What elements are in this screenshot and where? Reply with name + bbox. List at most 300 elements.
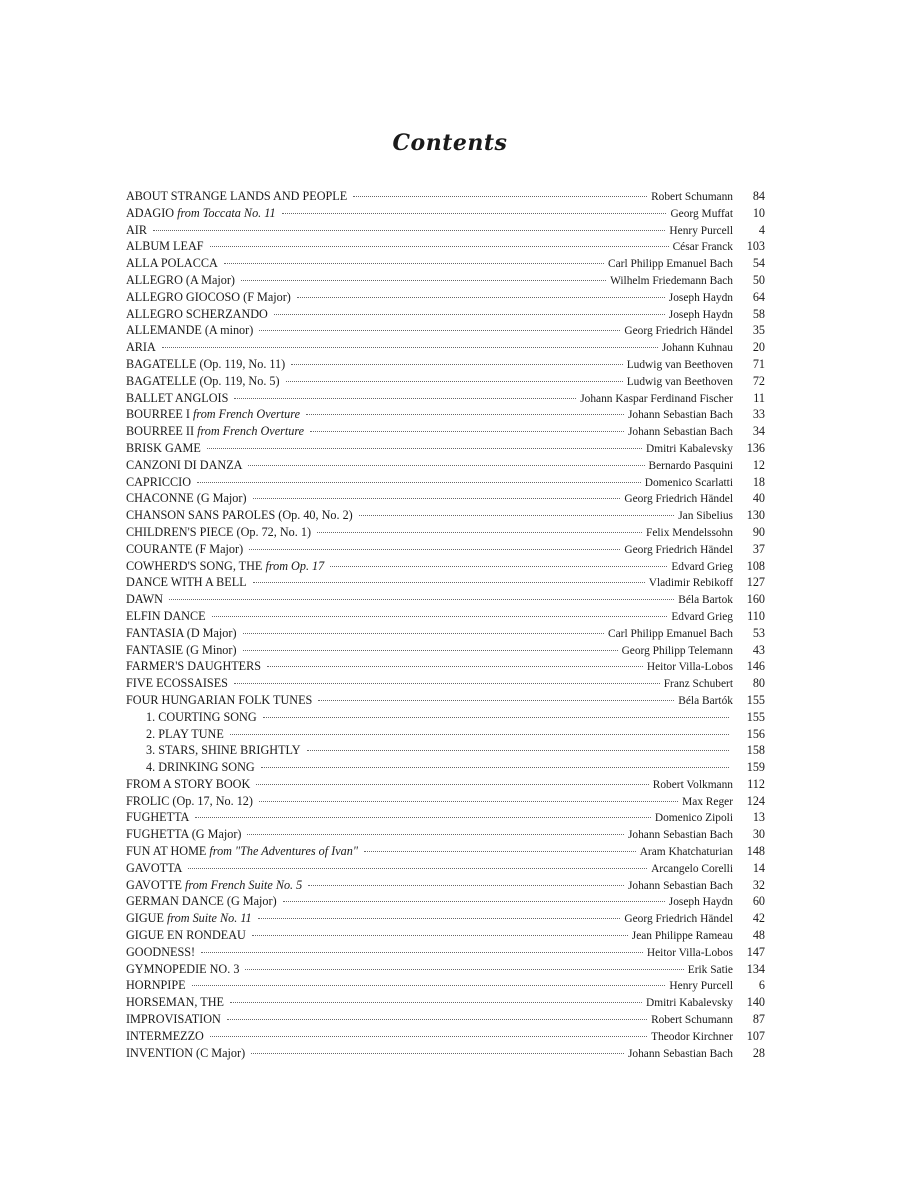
entry-title	[126, 222, 147, 239]
toc-entry	[126, 860, 765, 877]
entry-source: from "The Adventures of Ivan"	[209, 844, 358, 859]
dot-leader	[230, 1002, 642, 1003]
entry-composer: Aram Khatchaturian	[639, 846, 733, 859]
entry-title	[126, 524, 311, 541]
toc-entry	[126, 658, 765, 675]
toc-entry	[126, 944, 765, 961]
entry-composer: Joseph Haydn	[668, 291, 733, 304]
entry-composer: Johann Kaspar Ferdinand Fischer	[580, 392, 733, 405]
entry-title	[126, 440, 201, 457]
entry-title-text: IMPROVISATION	[126, 1012, 221, 1027]
entry-page-number: 155	[746, 709, 765, 724]
entry-page-number: 34	[752, 424, 765, 439]
entry-composer: Georg Friedrich Händel	[624, 325, 733, 338]
entry-title-text: BOURREE I	[126, 407, 194, 422]
dot-leader	[256, 784, 648, 785]
dot-leader	[317, 532, 642, 533]
dot-leader	[188, 868, 647, 869]
dot-leader	[253, 498, 621, 499]
entry-title-text: CHILDREN'S PIECE (Op. 72, No. 1)	[126, 524, 312, 539]
entry-composer: Domenico Zipoli	[654, 812, 733, 825]
entry-title-text: 2. PLAY TUNE	[146, 726, 224, 741]
entry-page-number: 20	[752, 340, 765, 355]
dot-leader	[241, 280, 606, 281]
entry-title-text: INTERMEZZO	[126, 1028, 204, 1043]
entry-title	[126, 977, 186, 994]
toc-entry	[126, 675, 765, 692]
entry-title-text: GOODNESS!	[126, 944, 196, 959]
entry-title-text: GAVOTTA	[126, 860, 183, 875]
dot-leader	[247, 834, 624, 835]
entry-composer: Heitor Villa-Lobos	[646, 661, 733, 674]
entry-page-number: 158	[746, 743, 765, 758]
entry-composer: Georg Friedrich Händel	[624, 543, 733, 556]
dot-leader	[310, 431, 624, 432]
entry-page-number: 40	[752, 491, 765, 506]
entry-composer: Wilhelm Friedemann Bach	[610, 274, 733, 287]
toc-entry	[126, 406, 765, 423]
entry-page-number: 80	[752, 676, 765, 691]
entry-title	[126, 423, 304, 440]
entry-composer: Edvard Grieg	[671, 560, 733, 573]
toc-subentry	[126, 742, 765, 759]
dot-leader	[197, 482, 641, 483]
entry-title	[126, 373, 280, 390]
entry-page-number: 140	[746, 995, 765, 1010]
entry-page-number: 107	[746, 1028, 765, 1043]
entry-title	[126, 675, 228, 692]
dot-leader	[282, 213, 667, 214]
entry-source: from Suite No. 11	[166, 911, 252, 926]
toc-entry	[126, 977, 765, 994]
entry-title	[126, 944, 195, 961]
entry-page-number: 43	[752, 642, 765, 657]
dot-leader	[234, 398, 576, 399]
entry-composer: Arcangelo Corelli	[651, 862, 733, 875]
entry-title-text: 4. DRINKING SONG	[146, 760, 255, 775]
toc-entry	[126, 541, 765, 558]
dot-leader	[307, 750, 729, 751]
entry-title-text: FANTASIA (D Major)	[126, 625, 237, 640]
entry-page-number: 84	[752, 189, 765, 203]
dot-leader	[162, 347, 658, 348]
entry-page-number: 50	[752, 272, 765, 287]
entry-composer: Dmitri Kabalevsky	[646, 442, 733, 455]
entry-composer: Theodor Kirchner	[651, 1030, 733, 1043]
entry-title-text: GIGUE EN RONDEAU	[126, 928, 246, 943]
dot-leader	[243, 633, 605, 634]
entry-title-text: FROLIC (Op. 17, No. 12)	[126, 793, 253, 808]
entry-composer: Johann Sebastian Bach	[627, 829, 733, 842]
toc-entry	[126, 339, 765, 356]
entry-page-number: 6	[758, 978, 765, 993]
entry-title	[126, 860, 182, 877]
dot-leader	[364, 851, 636, 852]
entry-composer: Erik Satie	[687, 963, 733, 976]
entry-title	[126, 826, 241, 843]
entry-page-number: 127	[746, 575, 765, 590]
entry-page-number: 58	[752, 306, 765, 321]
entry-composer: Edvard Grieg	[671, 610, 733, 623]
toc-entry	[126, 1028, 765, 1045]
dot-leader	[169, 599, 674, 600]
entry-title	[126, 893, 277, 910]
toc-entry	[126, 994, 765, 1011]
entry-composer: Bernardo Pasquini	[648, 459, 733, 472]
entry-composer: Béla Bartok	[678, 594, 733, 607]
entry-title	[126, 205, 276, 222]
entry-title-text: BALLET ANGLOIS	[126, 390, 229, 405]
entry-title	[126, 322, 253, 339]
entry-composer: Joseph Haydn	[668, 308, 733, 321]
entry-page-number: 42	[752, 911, 765, 926]
entry-composer: Johann Sebastian Bach	[627, 409, 733, 422]
entry-title-text: ALLEMANDE (A minor)	[126, 323, 254, 338]
entry-title-text: FUGHETTA (G Major)	[126, 827, 242, 842]
entry-title	[126, 742, 301, 759]
toc-entry	[126, 692, 765, 709]
entry-title	[126, 658, 261, 675]
entry-title-text: CHANSON SANS PAROLES (Op. 40, No. 2)	[126, 508, 353, 523]
entry-title-text: GERMAN DANCE (G Major)	[126, 894, 277, 909]
entry-title-text: BAGATELLE (Op. 119, No. 11)	[126, 356, 286, 371]
dot-leader	[283, 901, 665, 902]
entry-composer: Carl Philipp Emanuel Bach	[608, 627, 733, 640]
entry-source: from French Overture	[197, 424, 305, 439]
entry-composer: Jan Sibelius	[678, 510, 733, 523]
entry-composer: César Franck	[672, 241, 733, 254]
entry-page-number: 72	[752, 373, 765, 388]
toc-subentry	[126, 709, 765, 726]
toc-entry	[126, 843, 765, 860]
dot-leader	[230, 734, 729, 735]
toc-entry	[126, 524, 765, 541]
entry-title-text: FUGHETTA	[126, 810, 190, 825]
dot-leader	[318, 700, 674, 701]
entry-page-number: 33	[752, 407, 765, 422]
entry-page-number: 103	[746, 239, 765, 254]
toc-entry	[126, 188, 765, 205]
dot-leader	[224, 263, 604, 264]
entry-page-number: 130	[746, 508, 765, 523]
entry-page-number: 159	[746, 760, 765, 775]
entry-composer: Robert Schumann	[651, 1014, 733, 1027]
entry-composer: Georg Philipp Telemann	[621, 644, 733, 657]
entry-title	[126, 726, 224, 743]
entry-page-number: 108	[746, 558, 765, 573]
entry-title	[126, 692, 312, 709]
entry-title-text: ALBUM LEAF	[126, 239, 204, 254]
toc-entry	[126, 574, 765, 591]
entry-composer: Franz Schubert	[663, 678, 733, 691]
entry-page-number: 11	[753, 390, 765, 405]
entry-title	[126, 390, 228, 407]
entry-title-text: INVENTION (C Major)	[126, 1045, 246, 1060]
entry-title	[126, 776, 250, 793]
toc-entry	[126, 608, 765, 625]
entry-page-number: 14	[752, 860, 765, 875]
toc-entry	[126, 272, 765, 289]
entry-composer: Johann Kuhnau	[661, 342, 733, 355]
entry-title	[126, 272, 235, 289]
entry-source: from French Overture	[193, 407, 300, 422]
entry-composer: Henry Purcell	[669, 224, 733, 237]
entry-composer: Johann Sebastian Bach	[627, 879, 733, 892]
entry-page-number: 28	[752, 1045, 765, 1060]
dot-leader	[353, 196, 647, 197]
entry-title-text: ADAGIO	[126, 205, 178, 220]
entry-title-text: COWHERD'S SONG, THE	[126, 558, 266, 573]
entry-title	[126, 574, 247, 591]
dot-leader	[359, 515, 675, 516]
entry-composer: Georg Friedrich Händel	[624, 493, 733, 506]
toc-entry	[126, 927, 765, 944]
entry-page-number: 48	[752, 928, 765, 943]
entry-page-number: 71	[752, 356, 765, 371]
dot-leader	[308, 885, 624, 886]
toc-entry	[126, 591, 765, 608]
entry-title	[126, 558, 324, 575]
toc-entry	[126, 423, 765, 440]
entry-title	[126, 591, 163, 608]
entry-composer: Felix Mendelssohn	[645, 526, 733, 539]
entry-page-number: 64	[752, 289, 765, 304]
entry-title-text: DAWN	[126, 592, 163, 607]
toc-subentry	[126, 726, 765, 743]
entry-page-number: 136	[746, 440, 765, 455]
dot-leader	[259, 330, 620, 331]
toc-entry	[126, 289, 765, 306]
dot-leader	[258, 918, 621, 919]
entry-title-text: ALLA POLACCA	[126, 256, 218, 271]
entry-title	[126, 809, 189, 826]
entry-title	[126, 1011, 221, 1028]
entry-composer: Ludwig van Beethoven	[626, 375, 733, 388]
dot-leader	[286, 381, 623, 382]
entry-title	[126, 843, 358, 860]
dot-leader	[195, 817, 651, 818]
entry-title-text: ALLEGRO (A Major)	[126, 272, 235, 287]
entry-title-text: BAGATELLE (Op. 119, No. 5)	[126, 373, 280, 388]
dot-leader	[259, 801, 678, 802]
toc-entry	[126, 910, 765, 927]
toc-entry	[126, 390, 765, 407]
toc-entry	[126, 625, 765, 642]
entry-page-number: 134	[746, 961, 765, 976]
dot-leader	[291, 364, 623, 365]
entry-title-text: CHACONNE (G Major)	[126, 491, 247, 506]
entry-composer: Georg Muffat	[670, 207, 733, 220]
toc-entry	[126, 507, 765, 524]
toc-entry	[126, 809, 765, 826]
entry-title	[126, 625, 237, 642]
entry-title-text: FANTASIE (G Minor)	[126, 642, 237, 657]
entry-composer: Johann Sebastian Bach	[627, 426, 733, 439]
entry-title	[126, 306, 268, 323]
entry-page-number: 30	[752, 827, 765, 842]
toc-entry	[126, 474, 765, 491]
toc-entry	[126, 558, 765, 575]
toc-entry	[126, 893, 765, 910]
entry-composer: Johann Sebastian Bach	[627, 1047, 733, 1060]
toc-entry	[126, 356, 765, 373]
entry-title	[126, 339, 156, 356]
entry-title	[126, 541, 243, 558]
entry-title	[126, 1045, 245, 1062]
entry-title	[126, 608, 206, 625]
toc-entry	[126, 877, 765, 894]
entry-title-text: GIGUE	[126, 911, 167, 926]
dot-leader	[251, 1053, 624, 1054]
toc-entry	[126, 490, 765, 507]
dot-leader	[248, 465, 644, 466]
entry-page-number: 90	[752, 524, 765, 539]
entry-title-text: AIR	[126, 222, 147, 237]
entry-title-text: 3. STARS, SHINE BRIGHTLY	[146, 743, 301, 758]
entry-title-text: ARIA	[126, 340, 156, 355]
entry-title	[126, 457, 242, 474]
entry-title-text: GYMNOPEDIE NO. 3	[126, 961, 240, 976]
entry-title	[126, 759, 255, 776]
dot-leader	[210, 246, 669, 247]
entry-title	[126, 289, 291, 306]
entry-title-text: FUN AT HOME	[126, 844, 210, 859]
entry-title	[126, 474, 191, 491]
dot-leader	[227, 1019, 647, 1020]
toc-entry	[126, 205, 765, 222]
toc-entry	[126, 1045, 765, 1062]
entry-title	[126, 927, 246, 944]
entry-composer: Robert Schumann	[651, 191, 733, 203]
entry-composer: Joseph Haydn	[668, 896, 733, 909]
entry-title	[126, 188, 347, 205]
entry-title-text: ALLEGRO GIOCOSO (F Major)	[126, 289, 291, 304]
entry-composer: Carl Philipp Emanuel Bach	[608, 258, 733, 271]
toc-entry	[126, 255, 765, 272]
dot-leader	[234, 683, 660, 684]
dot-leader	[274, 314, 665, 315]
toc-entry	[126, 826, 765, 843]
entry-title	[126, 793, 253, 810]
entry-page-number: 12	[752, 457, 765, 472]
entry-page-number: 35	[752, 323, 765, 338]
dot-leader	[207, 448, 642, 449]
entry-composer: Béla Bartók	[678, 694, 733, 707]
entry-page-number: 146	[746, 659, 765, 674]
toc-entry	[126, 961, 765, 978]
entry-page-number: 124	[746, 793, 765, 808]
entry-title	[126, 1028, 204, 1045]
entry-title-text: FARMER'S DAUGHTERS	[126, 659, 262, 674]
entry-title	[126, 406, 300, 423]
entry-composer: Dmitri Kabalevsky	[646, 997, 733, 1010]
entry-composer: Heitor Villa-Lobos	[646, 946, 733, 959]
dot-leader	[261, 767, 729, 768]
entry-title-text: BOURREE II	[126, 424, 198, 439]
entry-title-text: ABOUT STRANGE LANDS AND PEOPLE	[126, 189, 348, 203]
entry-page-number: 147	[746, 944, 765, 959]
entry-title	[126, 961, 239, 978]
entry-title	[126, 709, 257, 726]
entry-page-number: 155	[746, 692, 765, 707]
entry-title-text: DANCE WITH A BELL	[126, 575, 247, 590]
entry-page-number: 87	[752, 1012, 765, 1027]
entry-page-number: 156	[746, 726, 765, 741]
entry-title-text: FROM A STORY BOOK	[126, 776, 251, 791]
entry-title	[126, 356, 285, 373]
entry-title-text: FIVE ECOSSAISES	[126, 676, 228, 691]
entry-composer: Robert Volkmann	[652, 778, 733, 791]
entry-source: from French Suite No. 5	[185, 877, 303, 892]
entry-composer: Jean Philippe Rameau	[631, 930, 733, 943]
entry-title	[126, 642, 237, 659]
entry-page-number: 54	[752, 256, 765, 271]
entry-title	[126, 255, 218, 272]
dot-leader	[252, 935, 628, 936]
entry-page-number: 32	[752, 877, 765, 892]
page-title: Contents	[392, 130, 508, 156]
entry-page-number: 13	[752, 810, 765, 825]
entry-title-text: HORNPIPE	[126, 978, 186, 993]
entry-title	[126, 994, 224, 1011]
toc-subentry	[126, 759, 765, 776]
toc-entry	[126, 222, 765, 239]
entry-title-text: ELFIN DANCE	[126, 608, 206, 623]
entry-title	[126, 490, 247, 507]
entry-title	[126, 910, 252, 927]
dot-leader	[201, 952, 643, 953]
toc-entry	[126, 457, 765, 474]
dot-leader	[330, 566, 667, 567]
toc-entry	[126, 793, 765, 810]
entry-title-text: GAVOTTE	[126, 877, 186, 892]
dot-leader	[267, 666, 643, 667]
entry-title	[126, 238, 204, 255]
entry-page-number: 4	[758, 222, 765, 237]
entry-title	[126, 507, 353, 524]
dot-leader	[306, 414, 624, 415]
dot-leader	[243, 650, 618, 651]
dot-leader	[153, 230, 665, 231]
entry-title	[126, 877, 302, 894]
entry-title-text: BRISK GAME	[126, 440, 201, 455]
dot-leader	[249, 549, 620, 550]
toc-entry	[126, 373, 765, 390]
entry-composer: Ludwig van Beethoven	[626, 358, 733, 371]
toc-entry	[126, 1011, 765, 1028]
toc-entry	[126, 440, 765, 457]
entry-page-number: 60	[752, 894, 765, 909]
dot-leader	[253, 582, 645, 583]
entry-page-number: 10	[752, 205, 765, 220]
entry-page-number: 18	[752, 474, 765, 489]
toc-entry	[126, 776, 765, 793]
entry-composer: Georg Friedrich Händel	[624, 913, 733, 926]
entry-page-number: 160	[746, 592, 765, 607]
entry-source: from Op. 17	[265, 558, 325, 573]
dot-leader	[263, 717, 729, 718]
entry-title-text: CANZONI DI DANZA	[126, 457, 243, 472]
toc-entry	[126, 322, 765, 339]
entry-page-number: 53	[752, 625, 765, 640]
entry-source: from Toccata No. 11	[177, 205, 276, 220]
entry-composer: Max Reger	[682, 795, 733, 808]
dot-leader	[210, 1036, 647, 1037]
dot-leader	[297, 297, 665, 298]
toc-entry	[126, 642, 765, 659]
entry-page-number: 37	[752, 541, 765, 556]
entry-composer: Domenico Scarlatti	[644, 476, 733, 489]
